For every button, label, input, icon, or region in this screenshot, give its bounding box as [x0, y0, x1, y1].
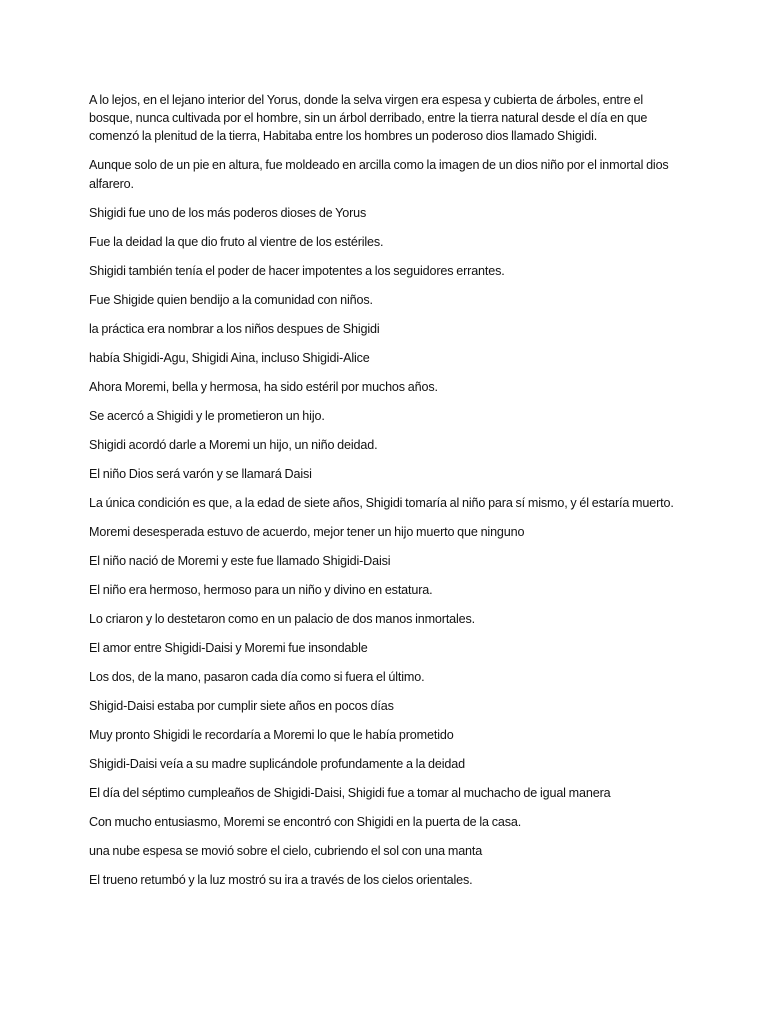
paragraph-4: Fue la deidad la que dio fruto al vientre de los estériles. [89, 234, 384, 249]
paragraph-11: Shigidi acordó darle a Moremi un hijo, un niño deidad. [89, 437, 378, 452]
paragraph-9: Ahora Moremi, bella y hermosa, ha sido estéril por muchos años. [89, 379, 438, 394]
paragraph-25: una nube espesa se movió sobre el cielo, cubriendo el sol con una manta [89, 843, 483, 858]
paragraph-17: Lo criaron y lo destetaron como en un palacio de dos manos inmortales. [89, 611, 476, 626]
paragraph-14: Moremi desesperada estuvo de acuerdo, mejor tener un hijo muerto que ninguno [89, 524, 525, 539]
paragraph-15: El niño nació de Moremi y este fue llamado Shigidi-Daisi [89, 553, 391, 568]
paragraph-1: A lo lejos, en el lejano interior del Yorus, donde la selva virgen era espesa y cubierta de árboles, entre el bosque, nunca cultivada por el hombre, sin un árbol derribado, entre la tierra natural desde el día en que comenzó la plenitud de la tierra, Habitaba entre los hombres un poderoso dios llamado Shigidi. [89, 93, 648, 144]
paragraph-16: El niño era hermoso, hermoso para un niño y divino en estatura. [89, 582, 433, 597]
paragraph-10: Se acercó a Shigidi y le prometieron un hijo. [89, 408, 325, 423]
paragraph-5: Shigidi también tenía el poder de hacer impotentes a los seguidores errantes. [89, 263, 505, 278]
paragraph-7: la práctica era nombrar a los niños despues de Shigidi [89, 321, 380, 336]
paragraph-20: Shigid-Daisi estaba por cumplir siete años en pocos días [89, 698, 394, 713]
paragraph-22: Shigidi-Daisi veía a su madre suplicándole profundamente a la deidad [89, 756, 465, 771]
paragraph-18: El amor entre Shigidi-Daisi y Moremi fue insondable [89, 640, 368, 655]
paragraph-26: El trueno retumbó y la luz mostró su ira a través de los cielos orientales. [89, 872, 473, 887]
paragraph-8: había Shigidi-Agu, Shigidi Aina, incluso Shigidi-Alice [89, 350, 370, 365]
paragraph-6: Fue Shigide quien bendijo a la comunidad con niños. [89, 292, 373, 307]
paragraph-24: Con mucho entusiasmo, Moremi se encontró con Shigidi en la puerta de la casa. [89, 814, 522, 829]
document-body [89, 91, 689, 900]
paragraph-12: El niño Dios será varón y se llamará Daisi [89, 466, 312, 481]
paragraph-3: Shigidi fue uno de los más poderos dioses de Yorus [89, 205, 367, 220]
paragraph-13: La única condición es que, a la edad de siete años, Shigidi tomaría al niño para sí mismo, y él estaría muerto. [89, 495, 674, 510]
paragraph-19: Los dos, de la mano, pasaron cada día como si fuera el último. [89, 669, 425, 684]
paragraph-2: Aunque solo de un pie en altura, fue moldeado en arcilla como la imagen de un dios niño por el inmortal dios alfarero. [89, 158, 669, 191]
paragraph-21: Muy pronto Shigidi le recordaría a Moremi lo que le había prometido [89, 727, 454, 742]
paragraph-23: El día del séptimo cumpleaños de Shigidi-Daisi, Shigidi fue a tomar al muchacho de igual manera [89, 785, 611, 800]
